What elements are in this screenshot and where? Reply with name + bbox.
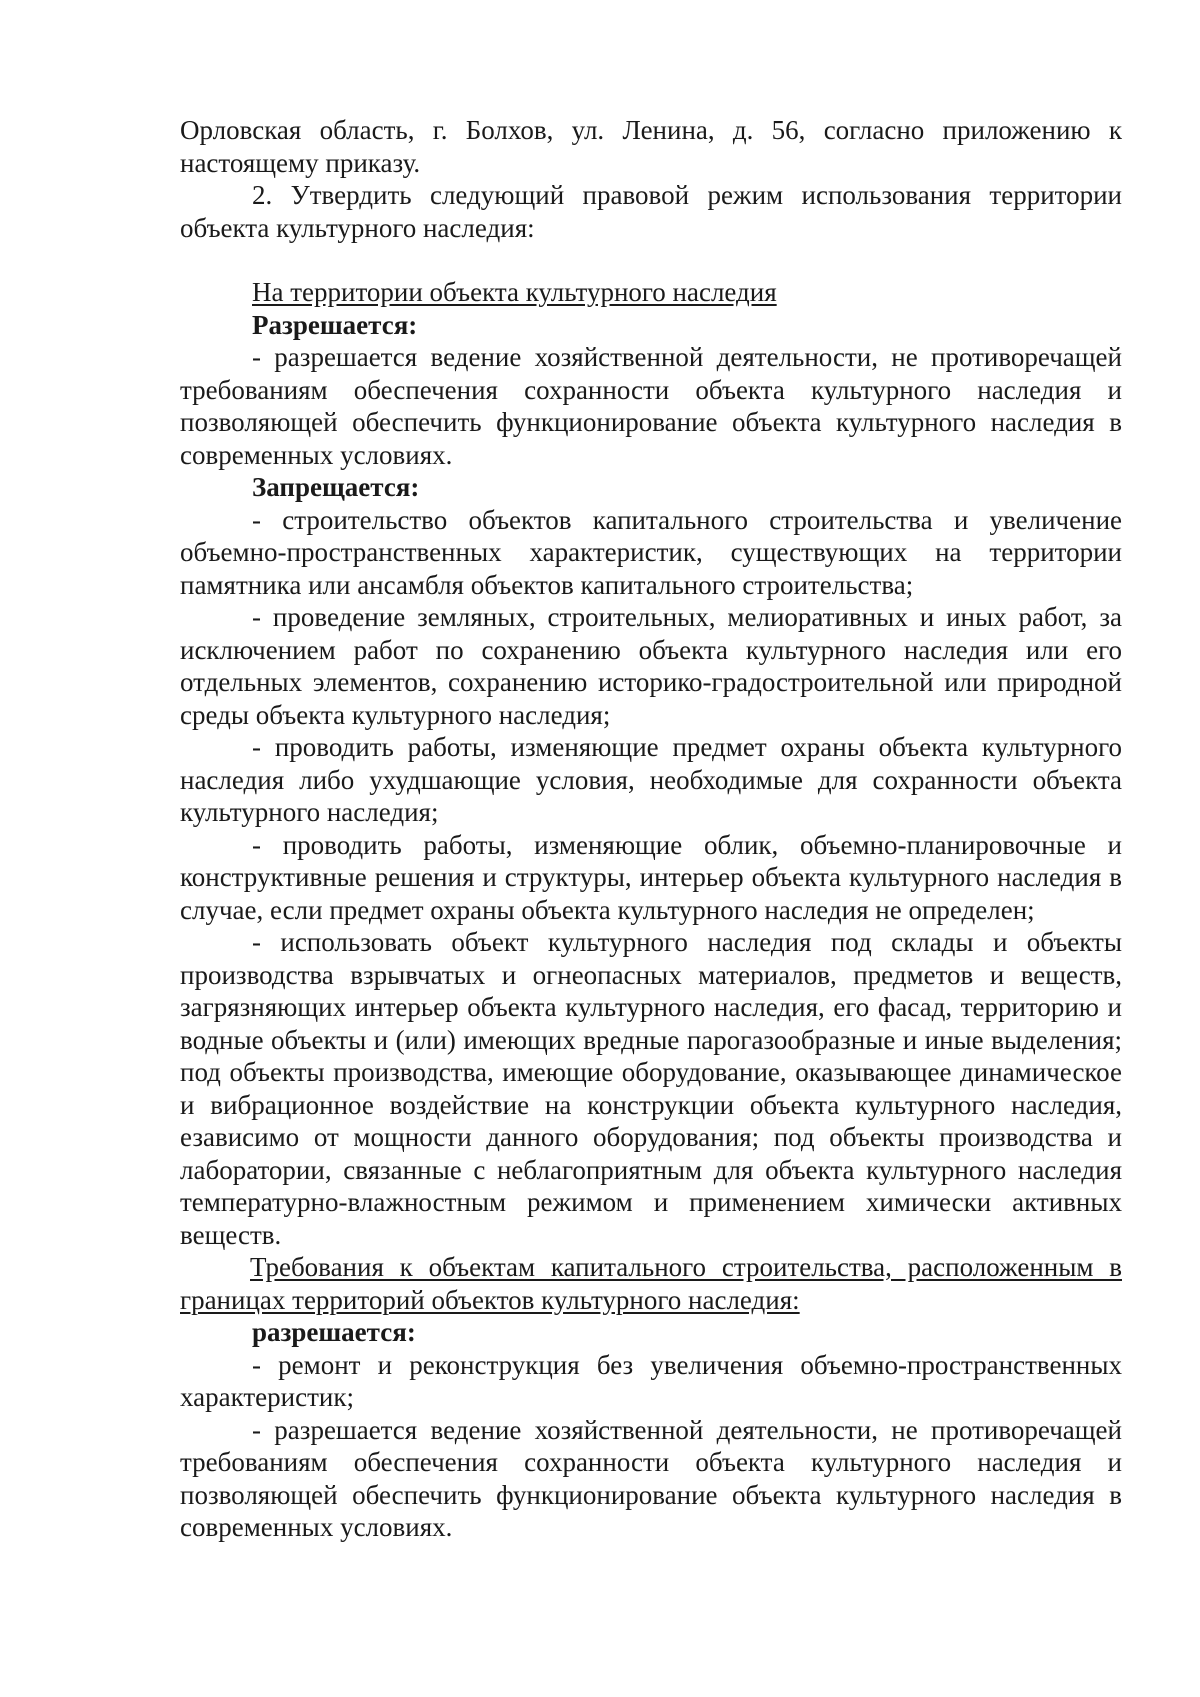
section1-allowed-item: - разрешается ведение хозяйственной деятельности, не противоречащей требованиям обеспечения сохранности объекта культурного наследия и позволяющей обеспечить функционирование объекта культурного наследия в современных условиях. <box>180 342 1122 470</box>
section2-heading: Требования к объектам капитального строительства, расположенным в границах территорий объектов культурного наследия: <box>180 1252 1122 1315</box>
forbidden-item: - проведение земляных, строительных, мелиоративных и иных работ, за исключением работ по сохранению объекта культурного наследия или его отдельных элементов, сохранению историко-градостроительной или природной среды объекта культурного наследия; <box>180 602 1122 730</box>
forbidden-item: - проводить работы, изменяющие облик, объемно-планировочные и конструктивные решения и структуры, интерьер объекта культурного наследия в случае, если предмет охраны объекта культурного наследия не определен; <box>180 829 1122 925</box>
item-2-paragraph: 2. Утвердить следующий правовой режим использования территории объекта культурного наследия: <box>180 180 1122 243</box>
section2-allowed-item: - ремонт и реконструкция без увеличения объемно-пространственных характеристик; <box>180 1349 1122 1412</box>
forbidden-item: - использовать объект культурного наследия под склады и объекты производства взрывчатых и огнеопасных материалов, предметов и веществ, загрязняющих интерьер объекта культурного наследия, его фасад, территорию и водные объекты и (или) имеющих вредные парогазообразные и иные выделения; под объекты производства, имеющие оборудование, оказывающее динамическое и вибрационное воздействие на конструкции объекта культурного наследия, езависимо от мощности данного оборудования; под объекты производства и лаборатории, связанные с неблагоприятным для объекта культурного наследия температурно-влажностным режимом и применением химически активных веществ. <box>180 927 1122 1250</box>
forbidden-item: - проводить работы, изменяющие предмет охраны объекта культурного наследия либо ухудшающие условия, необходимые для сохранности объекта культурного наследия; <box>180 732 1122 827</box>
section1-forbidden-label: Запрещается: <box>252 472 420 502</box>
section2-allowed-item: - разрешается ведение хозяйственной деятельности, не противоречащей требованиям обеспечения сохранности объекта культурного наследия и позволяющей обеспечить функционирование объекта культурного наследия в современных условиях. <box>180 1414 1122 1542</box>
forbidden-item: - строительство объектов капитального строительства и увеличение объемно-пространственных характеристик, существующих на территории памятника или ансамбля объектов капитального строительства; <box>180 504 1122 600</box>
section2-allowed-label: разрешается: <box>252 1317 416 1347</box>
intro-paragraph: Орловская область, г. Болхов, ул. Ленина, д. 56, согласно приложению к настоящему приказу. <box>180 115 1122 178</box>
section1-allowed-label: Разрешается: <box>252 309 418 340</box>
spacer <box>180 244 1122 276</box>
document-page <box>180 114 1122 1544</box>
section1-heading: На территории объекта культурного наследия <box>252 277 777 307</box>
